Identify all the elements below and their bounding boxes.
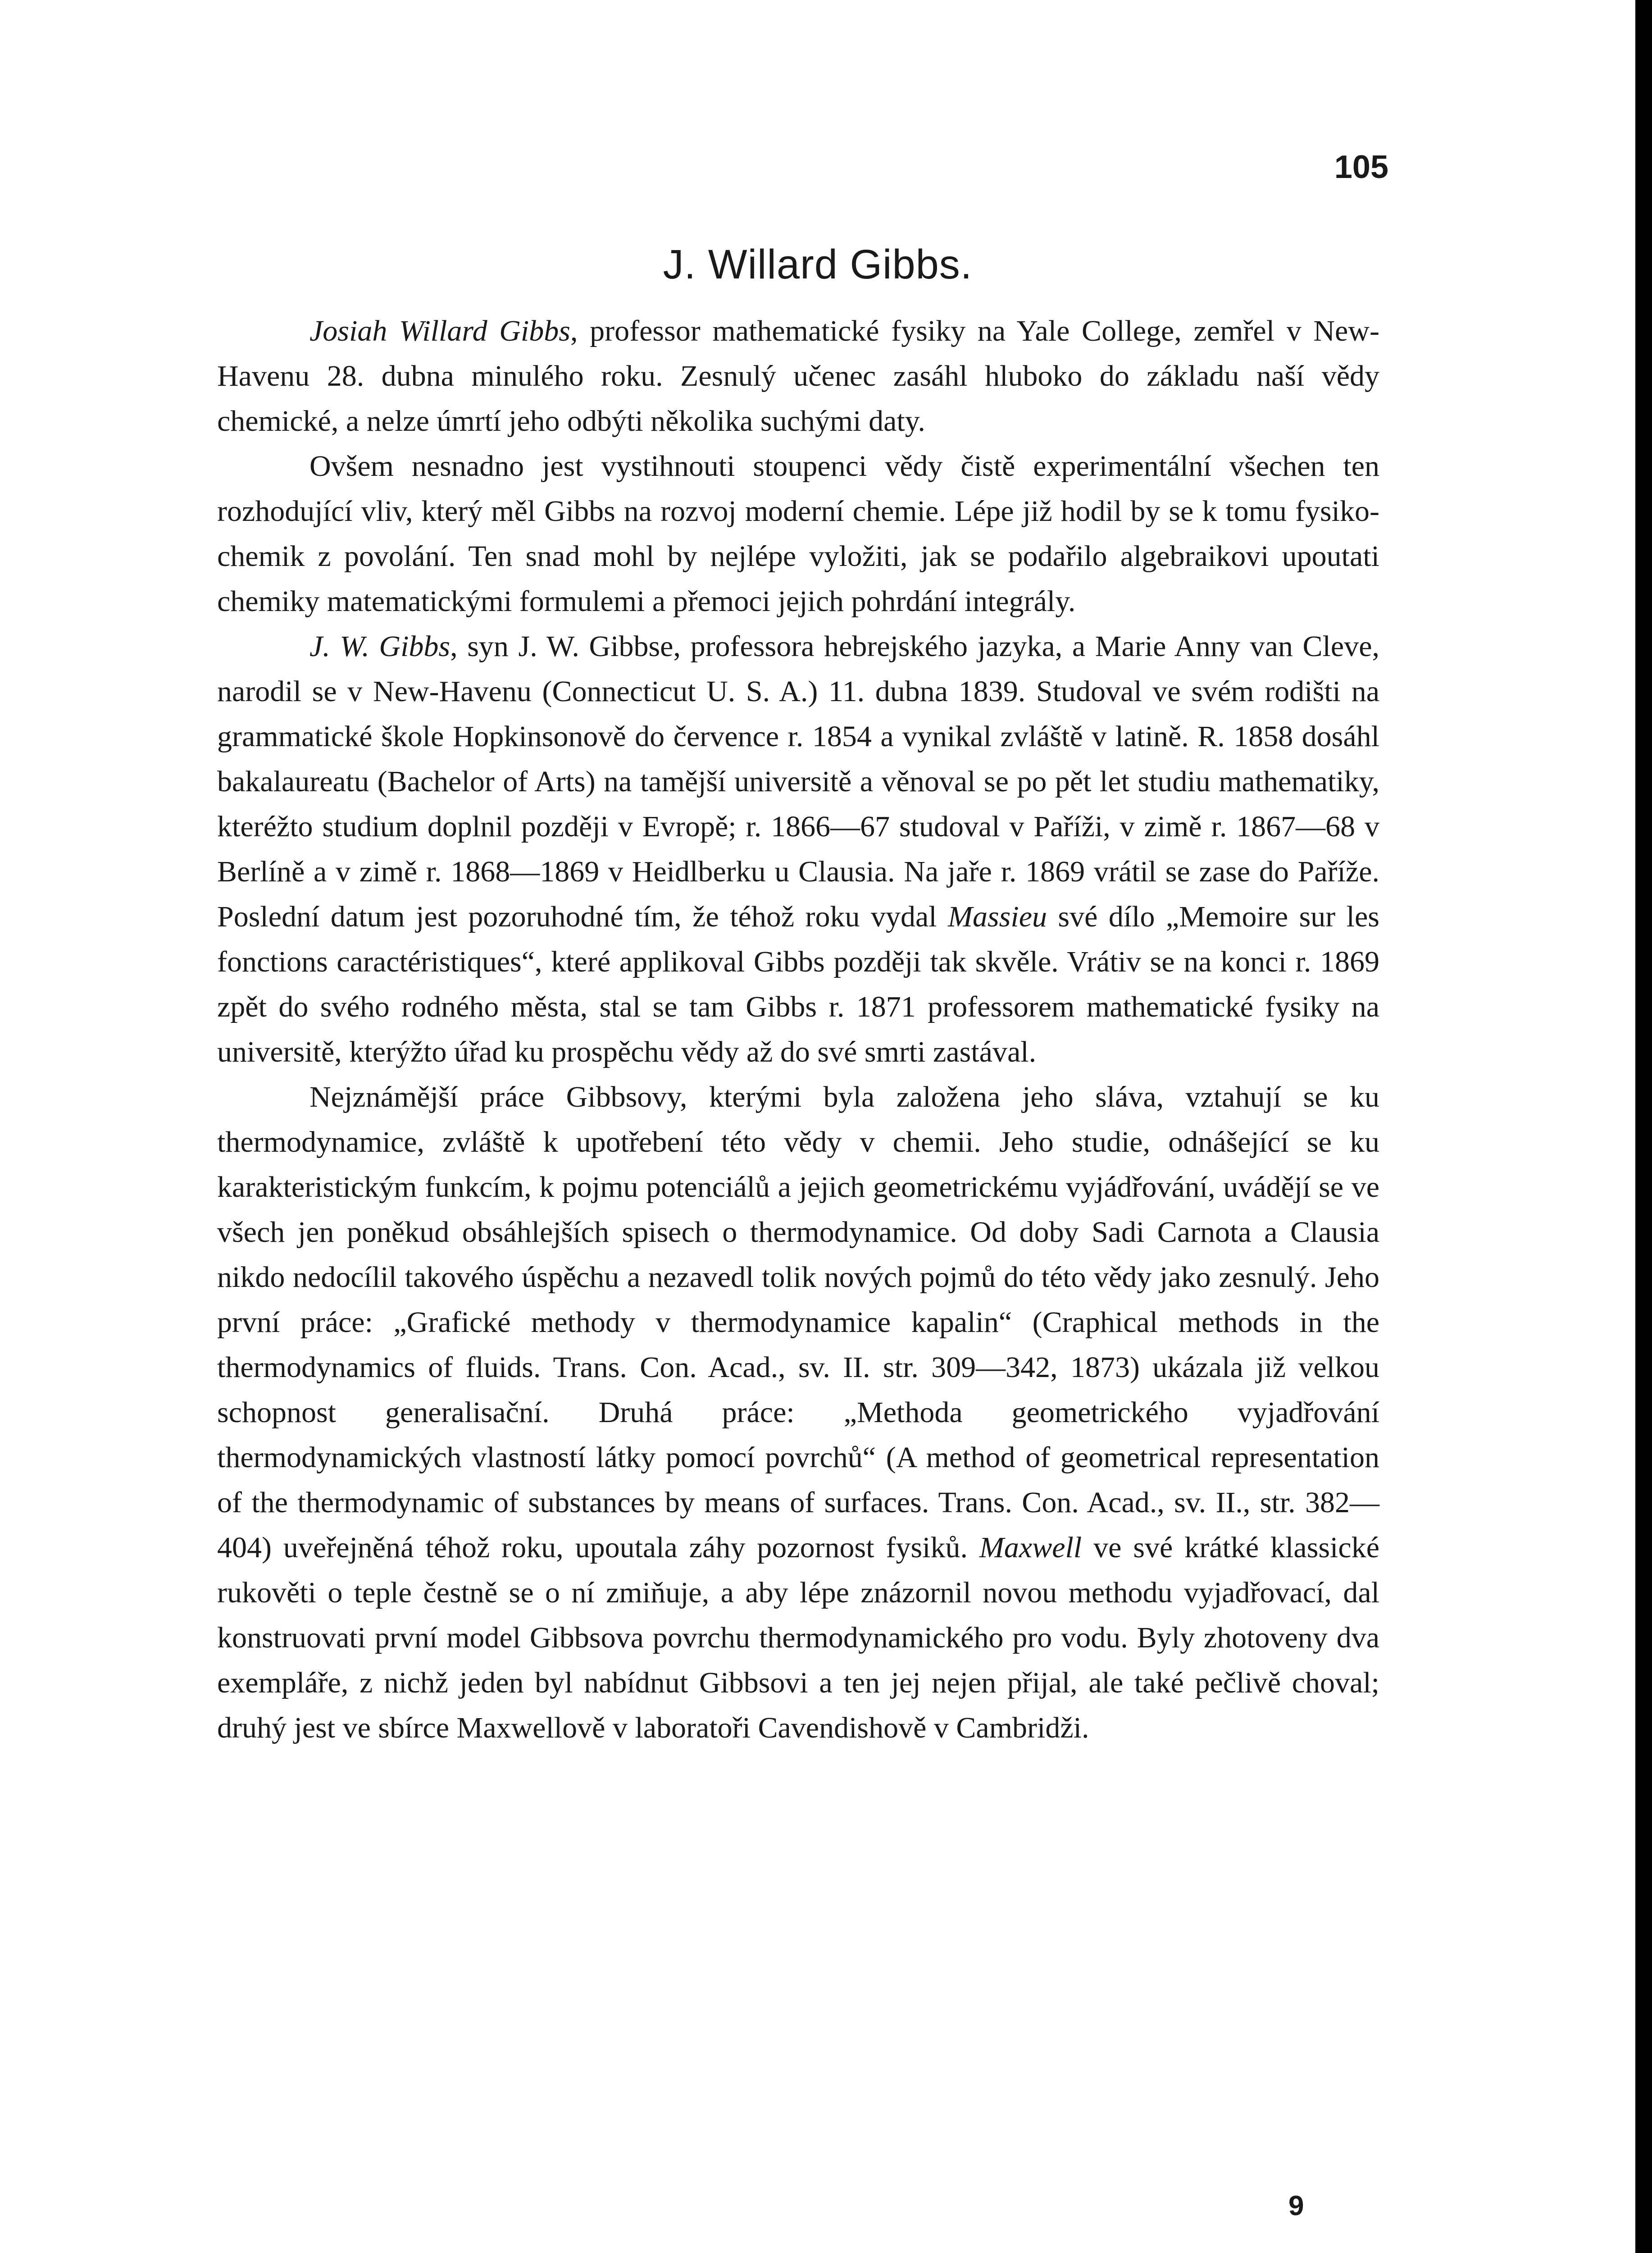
gibbs-name-italic: J. W. Gibbs: [309, 630, 451, 663]
signature-folio: 9: [1288, 2190, 1304, 2221]
paragraph-4-text-a: Nejznámější práce Gibbsovy, kterými byla založena jeho sláva, vztahují se ku thermodynamice, zvláště k upotřebení této vědy v chemii. Jeho studie, odnášející se ku karakteristickým funkcím, k pojmu potenciálů a jejich geometrickému vyjádřování, uvádějí se ve všech jen poněkud obsáhlejších spisech o thermodynamice. Od doby Sadi Carnota a Clausia nikdo nedocílil takového úspěchu a nezavedl tolik nových pojmů do této vědy jako zesnulý. Jeho první práce: „Grafické methody v thermodynamice kapalin“ (Craphical methods in the thermodynamics of fluids. Trans. Con. Acad., sv. II. str. 309—342, 1873) ukázala již velkou schopnost generalisační. Druhá práce: „Methoda geometrického vyjadřování thermodynamických vlastností látky pomocí povrchů“ (A method of geometrical representation of the thermodynamic of substances by means of surfaces. Trans. Con. Acad., sv. II., str. 382—404) uveřejněná téhož roku, upoutala záhy pozornost fysiků.: [217, 1081, 1379, 1564]
paragraph-2-text: Ovšem nesnadno jest vystihnouti stoupenci vědy čistě experimentální všechen ten rozhodující vliv, který měl Gibbs na rozvoj moderní chemie. Lépe již hodil by se k tomu fysiko-chemik z povolání. Ten snad mohl by nejlépe vyložiti, jak se podařilo algebraikovi upoutati chemiky matematickými formulemi a přemoci jejich pohrdání integrály.: [217, 450, 1379, 618]
massieu-italic: Massieu: [948, 900, 1047, 933]
paragraph-3-text-b: své dílo „Memoire sur les fonctions caractéristiques“, které applikoval Gibbs později tak skvěle. Vrátiv se na konci r. 1869 zpět do svého rodného města, stal se tam Gibbs r. 1871 professorem mathematické fysiky na universitě, kterýžto úřad ku prospěchu vědy až do své smrti zastával.: [217, 900, 1379, 1068]
author-name-italic: Josiah Willard Gibbs: [309, 315, 570, 347]
paragraph-3: [217, 624, 1379, 1075]
paragraph-3-text-a: , syn J. W. Gibbse, professora hebrejského jazyka, a Marie Anny van Cleve, narodil se v New-Havenu (Connecticut U. S. A.) 11. dubna 1839. Studoval ve svém rodišti na grammatické škole Hopkinsonově do července r. 1854 a vynikal zvláště v latině. R. 1858 dosáhl bakalaureatu (Bachelor of Arts) na tamější universitě a věnoval se po pět let studiu mathematiky, kteréžto studium doplnil později v Evropě; r. 1866—67 studoval v Paříži, v zimě r. 1867—68 v Berlíně a v zimě r. 1868—1869 v Heidlberku u Clausia. Na jaře r. 1869 vrátil se zase do Paříže. Poslední datum jest pozoruhodné tím, že téhož roku vydal: [217, 630, 1379, 933]
article-title: J. Willard Gibbs.: [663, 242, 973, 287]
maxwell-italic: Maxwell: [979, 1531, 1082, 1564]
paragraph-4-text-b: ve své krátké klassické rukověti o teple čestně se o ní zmiňuje, a aby lépe znázornil novou methodu vyjadřovací, dal konstruovati první model Gibbsova povrchu thermodynamického pro vodu. Byly zhotoveny dva exempláře, z nichž jeden byl nabídnut Gibbsovi a ten jej nejen přijal, ale také pečlivě choval; druhý jest ve sbírce Maxwellově v laboratoři Cavendishově v Cambridži.: [217, 1531, 1379, 1744]
page-number: 105: [1334, 149, 1388, 185]
paragraph-4: [217, 1075, 1379, 1751]
paragraph-2: [217, 444, 1379, 624]
scan-edge: [1635, 0, 1652, 2253]
article-body: [217, 309, 1379, 1751]
paragraph-1: [217, 309, 1379, 444]
paragraph-1-text: , professor mathematické fysiky na Yale College, zemřel v New-Havenu 28. dubna minulého roku. Zesnulý učenec zasáhl hluboko do základu naší vědy chemické, a nelze úmrtí jeho odbýti několika suchými daty.: [217, 315, 1379, 438]
